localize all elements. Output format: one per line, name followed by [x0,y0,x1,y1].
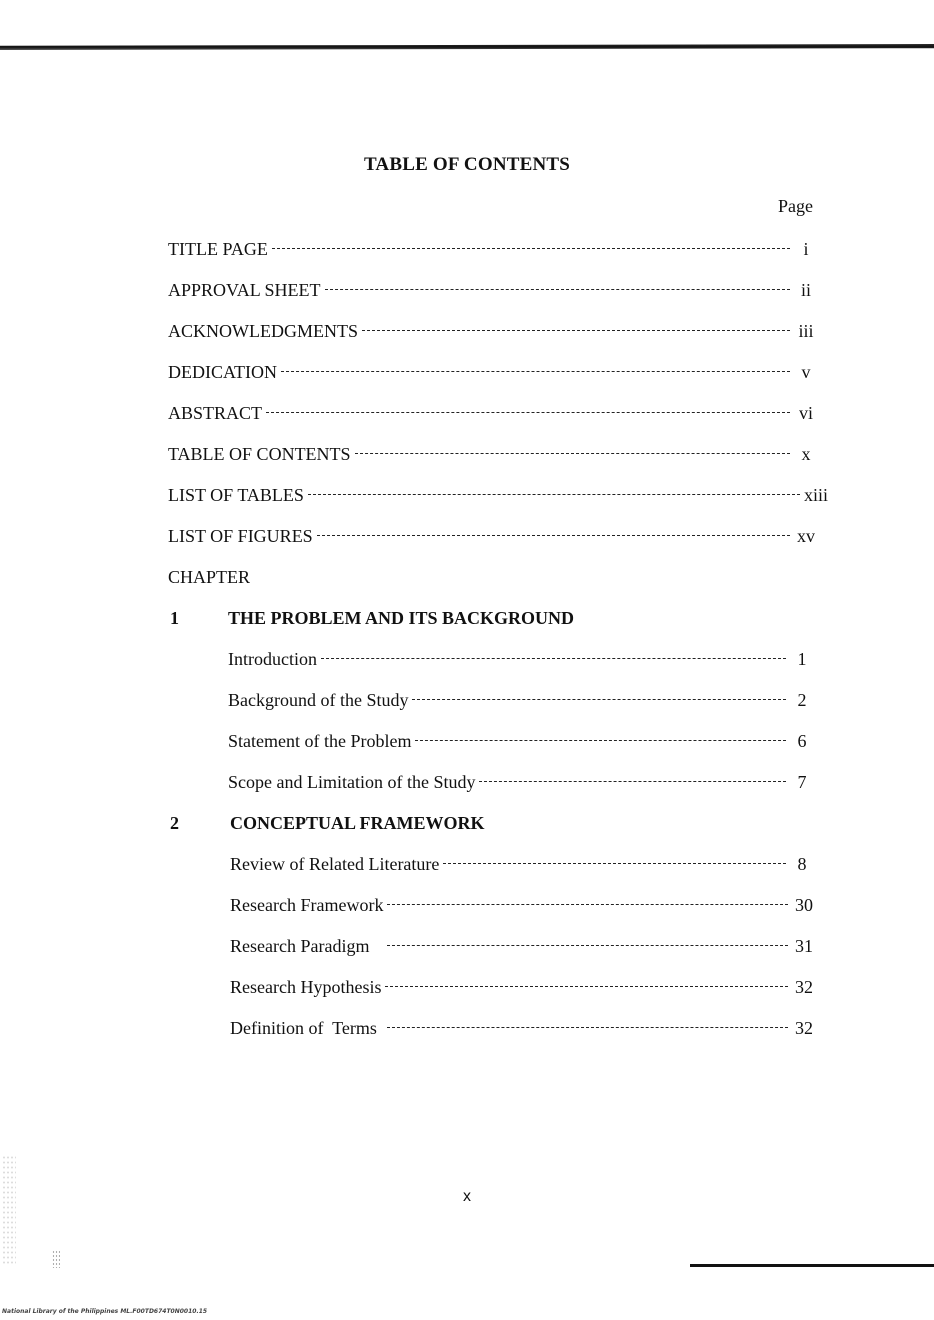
toc-entry-page: 32 [795,977,813,997]
toc-entry-page: v [801,362,811,382]
toc-entry-label: TABLE OF CONTENTS [168,444,351,464]
dot-leader [385,986,788,987]
dot-leader [443,863,786,864]
toc-entry [230,933,816,959]
toc-entry-label: Statement of the Problem [228,731,412,751]
toc-entry-label: Background of the Study [228,690,409,710]
toc-entry-label: Research Hypothesis [230,977,382,997]
toc-entry [168,236,818,262]
toc-entry-label: APPROVAL SHEET [168,280,321,300]
toc-entry-label: ACKNOWLEDGMENTS [168,321,358,341]
toc-entry-page: 1 [797,649,807,669]
chapter-number: 2 [170,813,179,833]
toc-entry-page: 31 [795,936,813,956]
toc-entry [230,1015,816,1041]
dot-leader [362,330,790,331]
toc-entry [230,851,814,877]
toc-entry-label: Introduction [228,649,317,669]
dot-leader [266,412,790,413]
toc-entry-label: TITLE PAGE [168,239,268,259]
toc-entry [228,769,814,795]
chapter-title: THE PROBLEM AND ITS BACKGROUND [228,608,575,628]
scan-edge-top [0,44,934,50]
toc-entry [168,359,818,385]
toc-entry-page: 30 [795,895,813,915]
dot-leader [387,904,788,905]
toc-entry-page: 7 [797,772,807,792]
scan-edge-bottom [690,1264,934,1267]
toc-entry-page: vi [798,403,813,423]
scan-noise [2,1155,16,1265]
dot-leader [355,453,790,454]
dot-leader [415,740,786,741]
page-column-header: Page [778,196,813,216]
toc-entry-page: xiii [803,485,828,505]
toc-entry [168,482,828,508]
toc-entry-label: Research Framework [230,895,384,915]
library-watermark: National Library of the Philippines ML.F00TD674T0N0010.15 [2,1308,208,1315]
scan-noise [52,1250,60,1268]
dot-leader [281,371,790,372]
toc-entry-page: 6 [797,731,807,751]
toc-entry-label: ABSTRACT [168,403,263,423]
dot-leader [317,535,790,536]
chapter-number: 1 [170,608,179,628]
toc-entry-page: xv [797,526,815,546]
toc-entry [228,646,814,672]
toc-entry-page: iii [798,321,814,341]
page-title: TABLE OF CONTENTS [363,154,571,175]
chapter-title: CONCEPTUAL FRAMEWORK [230,813,485,833]
toc-entry-page: x [801,444,811,464]
toc-entry-label: Definition of Terms [230,1018,377,1038]
toc-entry [168,400,818,426]
dot-leader [308,494,800,495]
toc-entry-label: Review of Related Literature [230,854,440,874]
page-number: x [463,1188,471,1205]
toc-entry-label: DEDICATION [168,362,277,382]
dot-leader [272,248,790,249]
toc-entry-page: 8 [797,854,807,874]
toc-entry [168,318,818,344]
toc-entry [168,277,818,303]
toc-entry-page: i [803,239,809,259]
toc-entry-label: LIST OF FIGURES [168,526,313,546]
toc-entry [228,728,814,754]
toc-entry [168,523,818,549]
dot-leader [321,658,786,659]
toc-entry [168,441,818,467]
dot-leader [387,945,788,946]
dot-leader [479,781,786,782]
toc-entry-page: 32 [795,1018,813,1038]
toc-entry-label: Research Paradigm [230,936,370,956]
toc-entry [230,892,816,918]
toc-entry-page: ii [800,280,811,300]
chapter-column-heading: CHAPTER [168,567,251,587]
toc-entry [230,974,816,1000]
dot-leader [387,1027,788,1028]
toc-entry-page: 2 [797,690,807,710]
dot-leader [412,699,786,700]
toc-entry-label: Scope and Limitation of the Study [228,772,476,792]
toc-entry-label: LIST OF TABLES [168,485,304,505]
toc-entry [228,687,814,713]
dot-leader [325,289,790,290]
